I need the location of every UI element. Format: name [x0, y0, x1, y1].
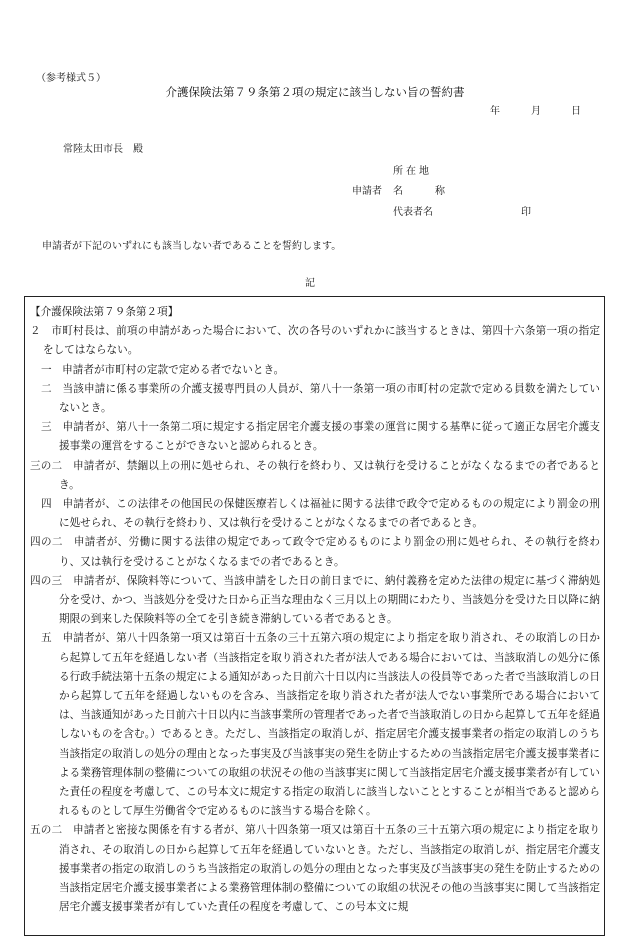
- clause-item: 二 当該申請に係る事業所の介護支援専門員の人員が、第八十一条第一項の市町村の定款で定める員数を満たしていないとき。: [41, 382, 600, 415]
- addressee: 常陸太田市長 殿: [63, 144, 143, 155]
- clause-intro: ２ 市町村長は、前項の申請があった場合において、次の各号のいずれかに該当するときは、第四十六条第一項の指定をしてはならない。: [30, 325, 600, 357]
- clause-item: 一 申請者が市町村の定款で定める者でないとき。: [41, 363, 285, 376]
- clause-item: 四 申請者が、この法律その他国民の保健医療若しくは福祉に関する法律で政令で定めるものの規定により罰金の刑に処せられ、その執行を終わり、又は執行を受けることがなくなるまでの者であるとき。: [41, 498, 600, 530]
- address-field-label: 所在地: [393, 166, 432, 177]
- ki-heading: 記: [305, 278, 315, 289]
- clauses-content: [30, 303, 600, 918]
- representative-field-label: 代表者名: [393, 207, 433, 218]
- pledge-statement: 申請者が下記のいずれにも該当しない者であることを誓約します。: [42, 241, 342, 252]
- clause-item: 四の三 申請者が、保険料等について、当該申請をした日の前日までに、納付義務を定めた法律の規定に基づく滞納処分を受け、かつ、当該処分を受けた日から正当な理由なく三月以上の期間にわたり、当該処分を受けた日以降に納期限の到来した保険料等の全てを引き続き滞納している者であるとき。: [30, 574, 600, 626]
- clause-item: 五の二 申請者と密接な関係を有する者が、第八十四条第一項又は第百十五条の三十五第六項の規定により指定を取り消され、その取消しの日から起算して五年を経過していないとき。ただし、当該指定の取消しが、指定居宅介護支援事業者の指定の取消しのうち当該指定の取消しの処分の理由となった事実及び当該事実の発生を防止するための当該指定居宅介護支援事業者による業務管理体制の整備についての取組の状況その他の当該事実に関して当該指定居宅介護支援事業者が有していた責任の程度を考慮して、この号本文に規: [30, 824, 600, 914]
- reference-form-label: （参考様式５）: [36, 73, 106, 84]
- applicant-label: 申請者: [352, 186, 382, 197]
- date-day-label: 日: [571, 106, 581, 117]
- name-label-second: 称: [435, 186, 445, 197]
- clause-item: 五 申請者が、第八十四条第一項又は第百十五条の三十五第六項の規定により指定を取り消され、その取消しの日から起算して五年を経過しない者（当該指定を取り消された者が法人である場合においては、当該取消しの処分に係る行政手続法第十五条の規定による通知があった日前六十日以内に当該法人の役員等であった者で当該取消しの日から起算して五年を経過しないものを含み、当該指定を取り消された者が法人でない事業所である場合においては、当該通知があった日前六十日以内に当該事業所の管理者であった者で当該取消しの日から起算して五年を経過しないものを含む。）であるとき。ただし、当該指定の取消しが、指定居宅介護支援事業者の指定の取消しのうち当該指定の取消しの処分の理由となった事実及び当該事実の発生を防止するための当該指定居宅介護支援事業者による業務管理体制の整備についての取組の状況その他の当該事実に関して当該指定居宅介護支援事業者が有していた責任の程度を考慮して、この号本文に規定する指定の取消しに該当しないこととすることが相当であると認められるものとして厚生労働省令で定めるものに該当する場合を除く。: [41, 632, 600, 818]
- seal-mark: 印: [521, 207, 531, 218]
- name-field-label: [393, 182, 445, 197]
- clause-item: 三 申請者が、第八十一条第二項に規定する指定居宅介護支援の事業の運営に関する基準に従って適正な居宅介護支援事業の運営をすることができないと認められるとき。: [41, 421, 600, 453]
- document-title: 介護保険法第７９条第２項の規定に該当しない旨の誓約書: [165, 85, 465, 99]
- date-year-label: 年: [490, 106, 500, 117]
- clause-item: 四の二 申請者が、労働に関する法律の規定であって政令で定めるものにより罰金の刑に処せられ、その執行を終わり、又は執行を受けることがなくなるまでの者であるとき。: [30, 536, 600, 568]
- date-month-label: 月: [531, 106, 541, 117]
- clause-heading: 【介護保険法第７９条第２項】: [30, 306, 179, 318]
- name-label-first: 名: [393, 186, 403, 197]
- clause-item: 三の二 申請者が、禁錮以上の刑に処せられ、その執行を終わり、又は執行を受けることがなくなるまでの者であるとき。: [30, 459, 600, 491]
